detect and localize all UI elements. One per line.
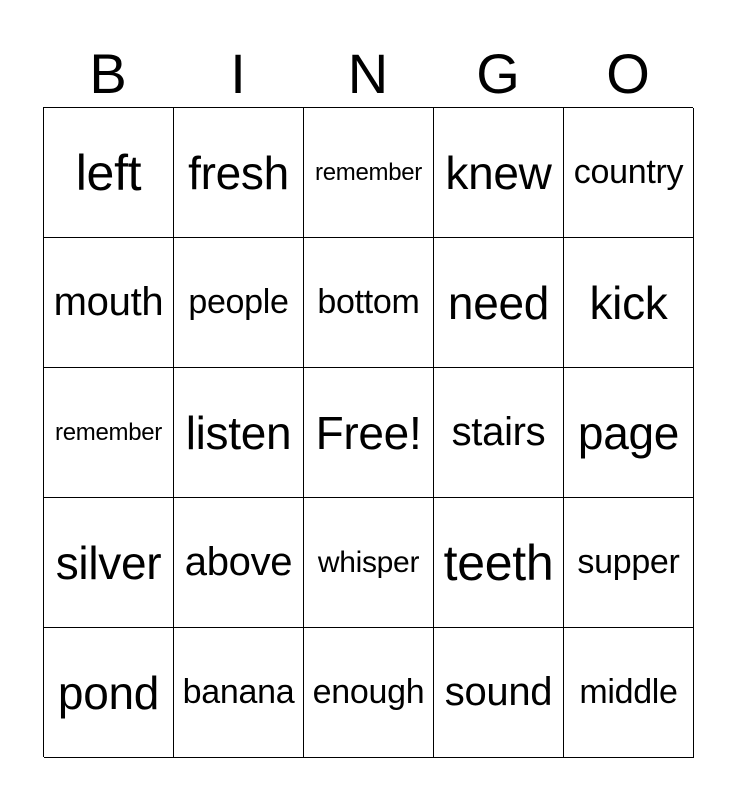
bingo-cell: need bbox=[434, 238, 564, 368]
bingo-cell: whisper bbox=[304, 498, 434, 628]
bingo-cell: remember bbox=[304, 108, 434, 238]
bingo-cell: remember bbox=[44, 368, 174, 498]
header-letter-o: O bbox=[606, 42, 650, 105]
bingo-cell: people bbox=[174, 238, 304, 368]
bingo-cell: enough bbox=[304, 628, 434, 758]
bingo-cell: banana bbox=[174, 628, 304, 758]
header-letter-n: N bbox=[347, 42, 389, 105]
bingo-cell: bottom bbox=[304, 238, 434, 368]
bingo-cell: listen bbox=[174, 368, 304, 498]
bingo-cell: left bbox=[44, 108, 174, 238]
bingo-cell: kick bbox=[564, 238, 694, 368]
bingo-cell: supper bbox=[564, 498, 694, 628]
bingo-cell: country bbox=[564, 108, 694, 238]
bingo-cell: sound bbox=[434, 628, 564, 758]
bingo-free-space: Free! bbox=[304, 368, 434, 498]
bingo-cell: silver bbox=[44, 498, 174, 628]
bingo-cell: fresh bbox=[174, 108, 304, 238]
bingo-cell: mouth bbox=[44, 238, 174, 368]
bingo-cell: stairs bbox=[434, 368, 564, 498]
bingo-cell: knew bbox=[434, 108, 564, 238]
bingo-cell: teeth bbox=[434, 498, 564, 628]
bingo-cell: page bbox=[564, 368, 694, 498]
bingo-cell: above bbox=[174, 498, 304, 628]
bingo-header bbox=[43, 40, 693, 108]
bingo-cell: pond bbox=[44, 628, 174, 758]
bingo-cell: middle bbox=[564, 628, 694, 758]
header-letter-g: G bbox=[476, 42, 520, 105]
bingo-board bbox=[43, 107, 693, 757]
header-letter-b: B bbox=[89, 42, 127, 105]
header-letter-i: I bbox=[230, 42, 246, 105]
